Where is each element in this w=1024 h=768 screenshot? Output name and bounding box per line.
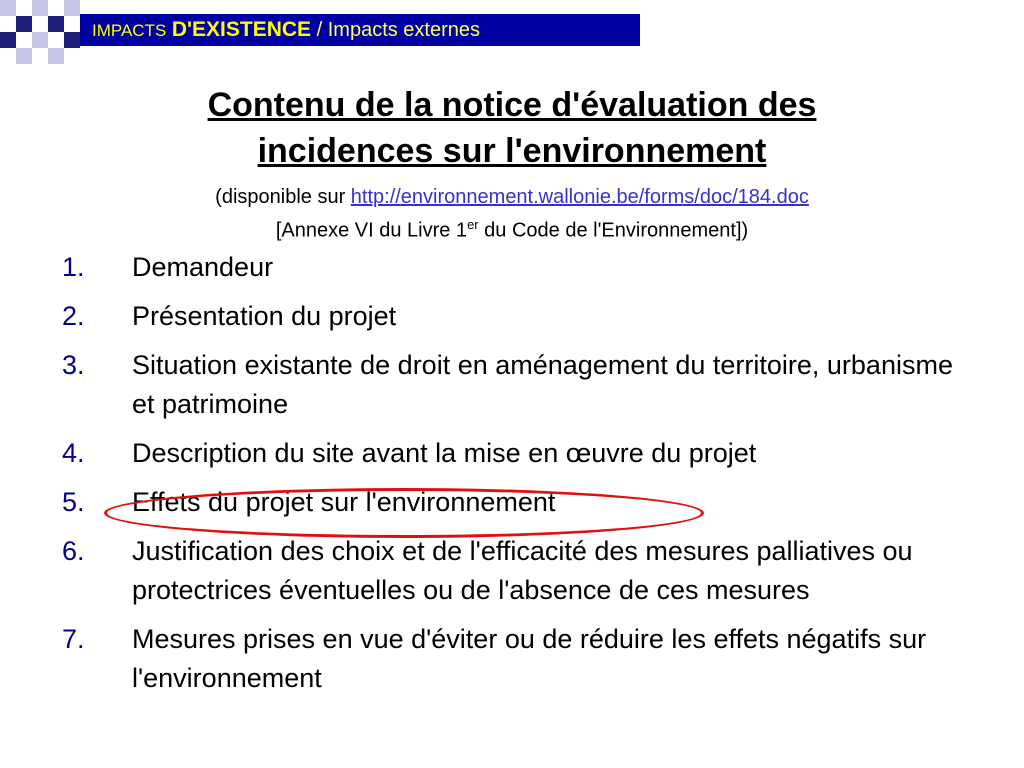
decor-square	[64, 0, 80, 16]
header-part-existence: D'EXISTENCE	[171, 17, 312, 41]
list-number: 5.	[62, 487, 85, 517]
list-text: Effets du projet sur l'environnement	[132, 487, 556, 517]
subtitle-superscript: er	[467, 217, 479, 232]
list-number: 4.	[62, 438, 85, 468]
list-number: 3.	[62, 350, 85, 380]
list-text: Justification des choix et de l'efficacité des mesures palliatives ou protectrices éventuelles ou de l'absence de ces mesures	[132, 536, 913, 605]
title-line-1: Contenu de la notice d'évaluation des	[207, 86, 817, 124]
subtitle-line-2	[0, 211, 1024, 245]
source-link[interactable]: http://environnement.wallonie.be/forms/doc/184.doc	[350, 186, 809, 208]
highlight-ellipse	[104, 488, 704, 538]
list-item	[62, 620, 962, 698]
header-part-externes: / Impacts externes	[311, 18, 481, 41]
list-number: 6.	[62, 536, 85, 566]
decor-square	[32, 32, 48, 48]
decor-square	[0, 32, 16, 48]
list-text: Situation existante de droit en aménagement du territoire, urbanisme et patrimoine	[132, 350, 953, 419]
slide-subtitle	[0, 183, 1024, 245]
list-item	[62, 248, 962, 287]
list-number: 7.	[62, 624, 85, 654]
header-title	[92, 14, 480, 47]
subtitle-line-1	[0, 183, 1024, 211]
header-part-impacts: IMPACTS	[92, 20, 167, 40]
content-list	[62, 248, 962, 708]
decor-square	[16, 48, 32, 64]
header-banner	[80, 14, 640, 46]
decor-square	[0, 0, 16, 16]
list-number: 1.	[62, 252, 85, 282]
decor-square	[48, 16, 64, 32]
decor-square	[48, 48, 64, 64]
list-item	[62, 297, 962, 336]
slide-title	[0, 82, 1024, 174]
list-text: Demandeur	[132, 252, 274, 282]
title-line-2: incidences sur l'environnement	[257, 132, 767, 170]
subtitle-code: du Code de l'Environnement])	[478, 219, 749, 242]
list-item	[62, 532, 962, 610]
list-text: Description du site avant la mise en œuvre du projet	[132, 438, 757, 468]
list-item	[62, 346, 962, 424]
decor-square	[16, 16, 32, 32]
subtitle-annex: [Annexe VI du Livre 1	[275, 219, 468, 242]
decor-square	[64, 32, 80, 48]
subtitle-prefix: (disponible sur	[215, 186, 351, 208]
list-text: Mesures prises en vue d'éviter ou de réduire les effets négatifs sur l'environnement	[132, 624, 927, 693]
list-number: 2.	[62, 301, 85, 331]
list-item	[62, 434, 962, 473]
list-text: Présentation du projet	[132, 301, 397, 331]
decor-square	[32, 0, 48, 16]
